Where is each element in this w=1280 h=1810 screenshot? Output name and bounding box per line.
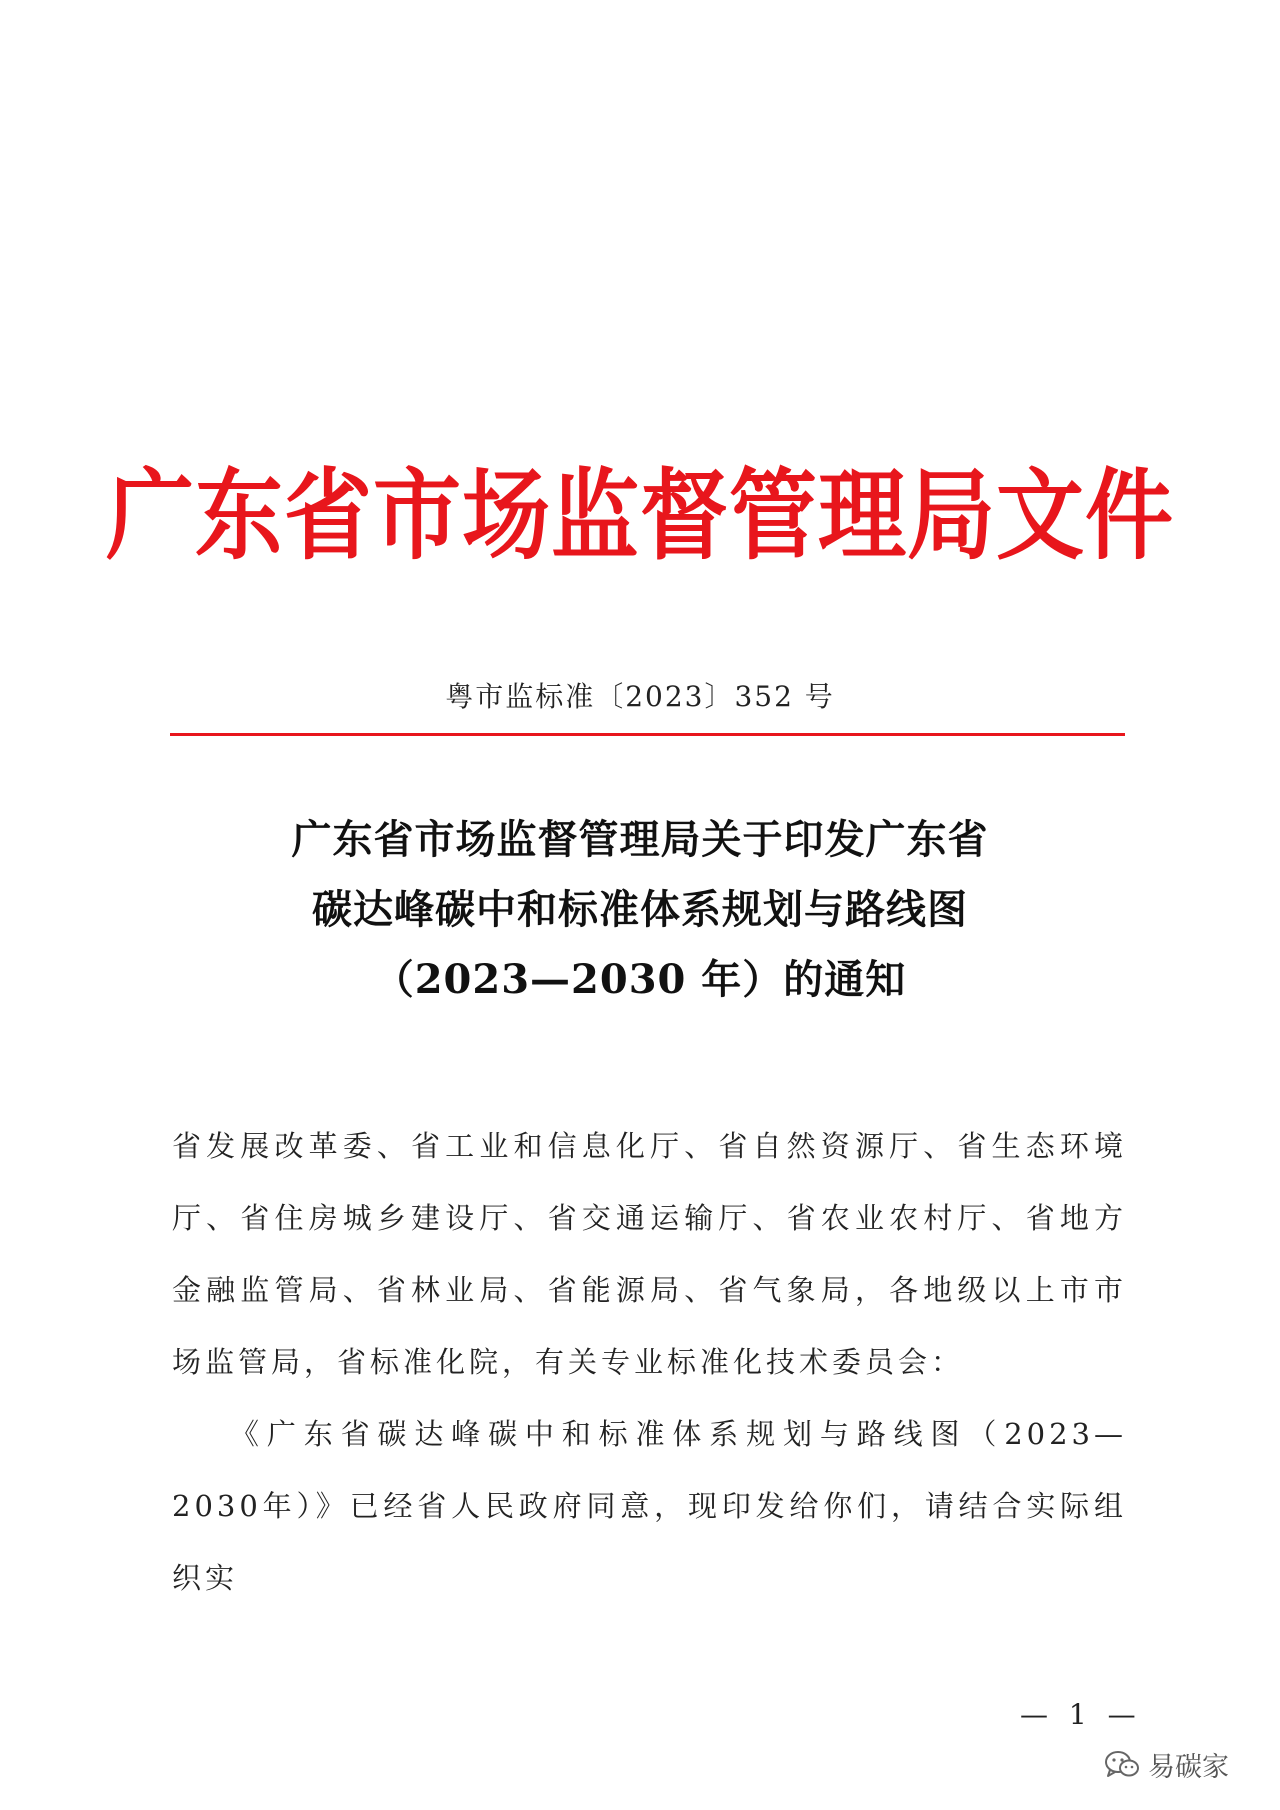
issuer-title: 广东省市场监督管理局文件 [105,456,1174,574]
title-line: （2023—2030 年）的通知 [373,956,907,1003]
watermark-text: 易碳家 [1148,1752,1229,1783]
red-divider [170,733,1125,736]
title-line: 广东省市场监督管理局关于印发广东省 [291,816,989,863]
wechat-icon [1104,1750,1140,1780]
watermark [1104,1745,1229,1784]
body-paragraph: 《广东省碳达峰碳中和标准体系规划与路线图（2023—2030年）》已经省人民政府同意，现印发给你们，请结合实际组织实 [172,1417,1127,1595]
document-title [0,805,1280,1015]
title-line: 碳达峰碳中和标准体系规划与路线图 [312,886,968,933]
body-text [172,1110,1127,1614]
document-number: 粤市监标准〔2023〕352 号 [445,680,835,713]
page-number: — 1 — [1020,1698,1142,1731]
recipients-paragraph: 省发展改革委、省工业和信息化厅、省自然资源厅、省生态环境厅、省住房城乡建设厅、省交通运输厅、省农业农村厅、省地方金融监管局、省林业局、省能源局、省气象局，各地级以上市市场监管局，省标准化院，有关专业标准化技术委员会： [172,1129,1127,1379]
